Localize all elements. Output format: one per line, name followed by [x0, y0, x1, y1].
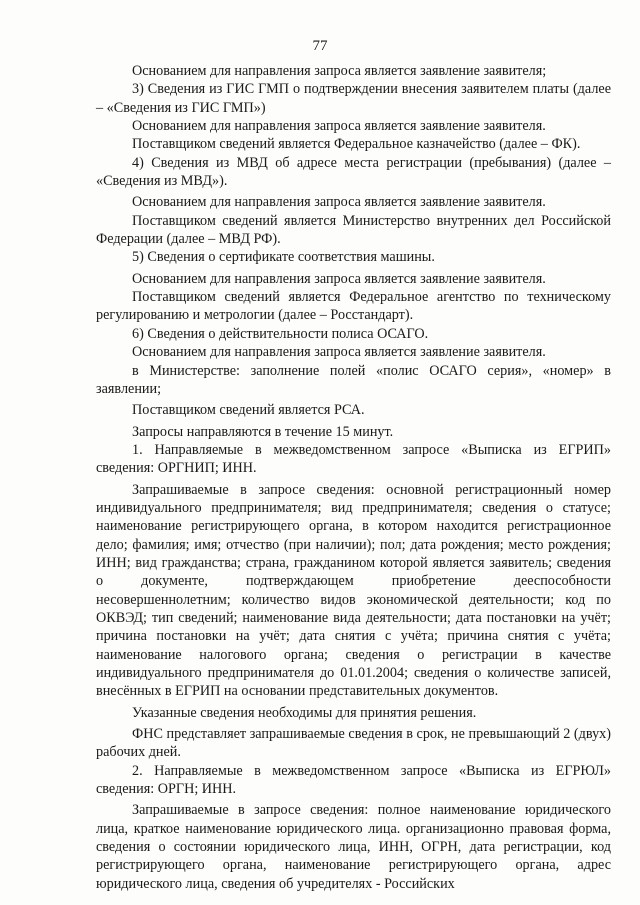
paragraph: 3) Сведения из ГИС ГМП о подтверждении внесения заявителем платы (далее – «Сведения из ГИС ГМП»): [96, 81, 611, 116]
paragraph: 5) Сведения о сертификате соответствия машины.: [132, 249, 435, 266]
paragraph: Запрашиваемые в запросе сведения: основной регистрационный номер индивидуального предпринимателя; вид предпринимателя; сведения о статусе; наименование регистрирующего органа, в котором находится регистрационное дело; фамилия; имя; отчество (при наличии); пол; дата рождения; место рождения; ИНН; вид гражданства; страна, гражданином которой является заявитель; сведения о документе, подтверждающем приобретение дееспособности несовершеннолетним; количество видов экономической деятельности; код по ОКВЭД; тип сведений; наименование вида деятельности; дата постановки на учёт; причина постановки на учёт; дата снятия с учёта; причина снятия с учёта; наименование налогового органа; сведения о регистрации в качестве индивидуального предпринимателя до 01.01.2004; сведения о количестве записей, внесённых в ЕГРИП на основании представительных документов.: [96, 481, 611, 700]
paragraph: Указанные сведения необходимы для принятия решения.: [132, 704, 477, 721]
paragraph: ФНС представляет запрашиваемые сведения в срок, не превышающий 2 (двух) рабочих дней.: [96, 726, 611, 761]
paragraph: Поставщиком сведений является РСА.: [132, 402, 365, 419]
paragraph: Основанием для направления запроса является заявление заявителя.: [132, 344, 546, 361]
paragraph: 2. Направляемые в межведомственном запросе «Выписка из ЕГРЮЛ» сведения: ОРГН; ИНН.: [96, 762, 611, 798]
page-number: 77: [312, 38, 328, 54]
paragraph: 1. Направляемые в межведомственном запросе «Выписка из ЕГРИП» сведения: ОРГНИП; ИНН.: [96, 441, 611, 477]
paragraph: Запросы направляются в течение 15 минут.: [132, 423, 394, 440]
paragraph: 4) Сведения из МВД об адресе места регистрации (пребывания) (далее – «Сведения из МВД»).: [96, 154, 611, 190]
paragraph: Поставщиком сведений является Федеральное казначейство (далее – ФК).: [132, 136, 581, 153]
paragraph: Запрашиваемые в запросе сведения: полное наименование юридического лица, краткое наименование юридического лица. организационно правовая форма, сведения о состоянии юридического лица, ИНН, ОГРН, дата регистрации, код регистрирующего органа, наименование регистрирующего органа, адрес юридического лица, сведения об учредителях - Российских: [96, 802, 611, 892]
paragraph: Основанием для направления запроса является заявление заявителя.: [132, 194, 546, 211]
paragraph: Поставщиком сведений является Министерство внутренних дел Российской Федерации (далее – МВД РФ).: [96, 212, 611, 248]
paragraph: Основанием для направления запроса является заявление заявителя.: [132, 118, 546, 135]
paragraph: в Министерстве: заполнение полей «полис ОСАГО серия», «номер» в заявлении;: [96, 362, 611, 397]
document-body: [96, 62, 611, 893]
paragraph: Основанием для направления запроса является заявление заявителя;: [132, 63, 547, 79]
paragraph: Поставщиком сведений является Федеральное агентство по техническому регулированию и метрологии (далее – Росстандарт).: [96, 289, 611, 324]
paragraph: Основанием для направления запроса является заявление заявителя.: [132, 270, 546, 287]
paragraph: 6) Сведения о действительности полиса ОСАГО.: [132, 325, 429, 342]
